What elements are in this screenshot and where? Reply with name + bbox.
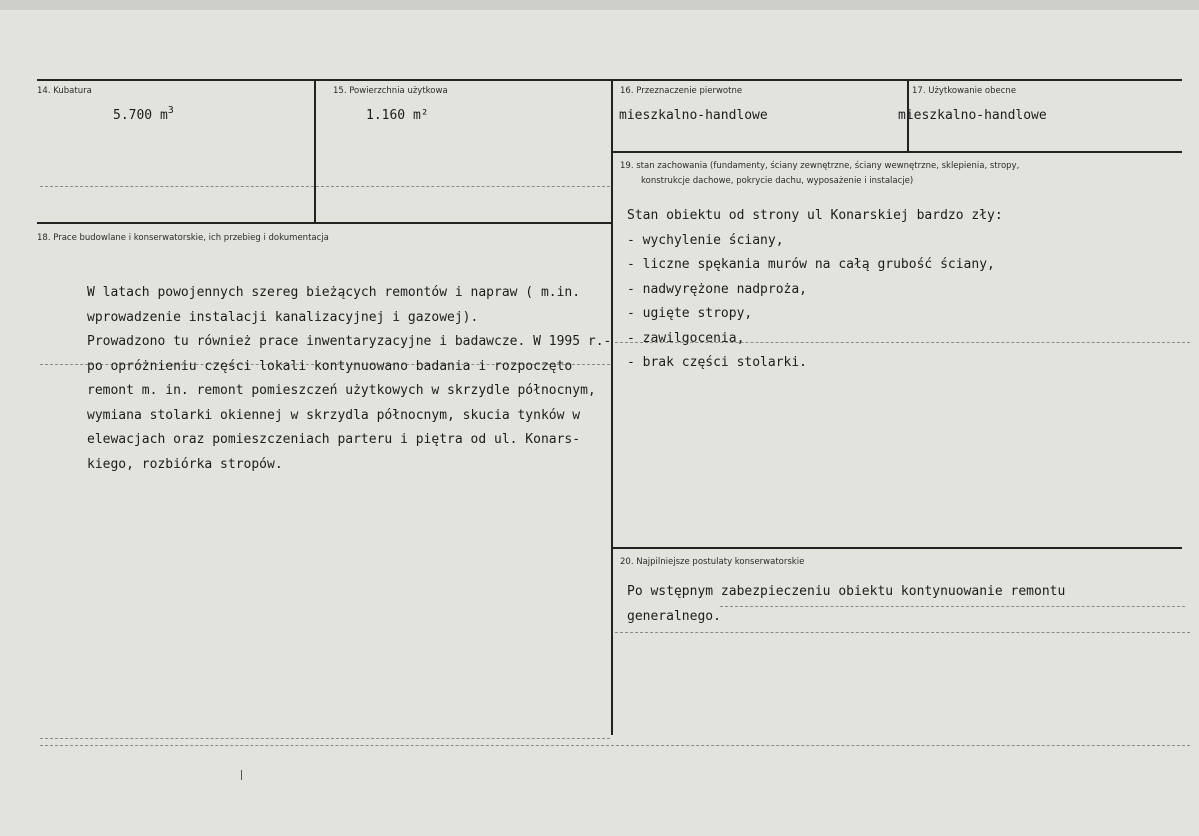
kubatura-exponent: 3 (167, 105, 174, 116)
prace-line: kiego, rozbiórka stropów. (87, 456, 283, 472)
postulaty-text (627, 580, 1065, 629)
dashed-rule (615, 632, 1190, 633)
stan-line: Stan obiektu od strony ul Konarskiej bardzo zły: (627, 208, 1003, 223)
prace-line: po opróżnieniu części lokali kontynuowano badania i rozpoczęto (87, 358, 573, 374)
dashed-rule (40, 186, 610, 187)
przeznaczenie-label: 16. Przeznaczenie pierwotne (620, 86, 743, 96)
powierzchnia-label: 15. Powierzchnia użytkowa (333, 86, 448, 96)
tick-mark (241, 770, 242, 780)
stan-line: - wychylenie ściany, (627, 232, 784, 248)
divider-14-15 (314, 80, 316, 224)
prace-line: remont m. in. remont pomieszczeń użytkowych w skrzydle północnym, (87, 383, 596, 398)
top-rule (37, 79, 1182, 81)
stan-line: - brak części stolarki. (627, 355, 808, 370)
prace-line: Prowadzono tu również prace inwentaryzacyjne i badawcze. W 1995 r.- (87, 334, 612, 349)
prace-line: wprowadzenie instalacji kanalizacyjnej i gazowej). (87, 309, 479, 325)
stan-line: - zawilgocenia, (627, 330, 745, 346)
postulaty-line: Po wstępnym zabezpieczeniu obiektu kontynuowanie remontu (627, 584, 1066, 599)
dashed-rule (40, 745, 1190, 746)
stan-label-line2: konstrukcje dachowe, pokrycie dachu, wyposażenie i instalacje) (641, 176, 914, 186)
scan-top-band (0, 0, 1199, 10)
stan-line: - liczne spękania murów na całą grubość ściany, (627, 257, 995, 272)
kubatura-value: 5.700 $m^3$ (113, 105, 174, 123)
rule-below-16-17 (612, 151, 1182, 153)
prace-text (87, 281, 611, 477)
rule-below-14-15 (37, 222, 612, 224)
prace-line: wymiana stolarki okiennej w skrzydla północnym, skucia tynków w (87, 407, 581, 423)
prace-line: elewacjach oraz pomieszczeniach parteru i piętra od ul. Konars- (87, 432, 581, 447)
postulaty-label: 20. Najpilniejsze postulaty konserwatorskie (620, 557, 805, 567)
uzytkowanie-value: mieszkalno-handlowe (898, 108, 1047, 123)
rule-above-20 (612, 547, 1182, 549)
prace-label: 18. Prace budowlane i konserwatorskie, ich przebieg i dokumentacja (37, 233, 329, 243)
stan-text (627, 204, 1003, 376)
postulaty-line: generalnego. (627, 608, 721, 624)
przeznaczenie-value: mieszkalno-handlowe (619, 108, 768, 123)
stan-label-line1: 19. stan zachowania (fundamenty, ściany zewnętrzne, ściany wewnętrzne, sklepienia, stropy, (620, 161, 1020, 171)
stan-line: - ugięte stropy, (627, 306, 753, 321)
stan-line: - nadwyrężone nadproża, (627, 281, 808, 297)
dashed-rule (40, 738, 610, 739)
powierzchnia-value: 1.160 m² (366, 108, 429, 123)
kubatura-label: 14. Kubatura (37, 86, 92, 96)
prace-line: W latach powojennych szereg bieżących remontów i napraw ( m.in. (87, 285, 581, 300)
uzytkowanie-label: 17. Użytkowanie obecne (912, 86, 1017, 96)
